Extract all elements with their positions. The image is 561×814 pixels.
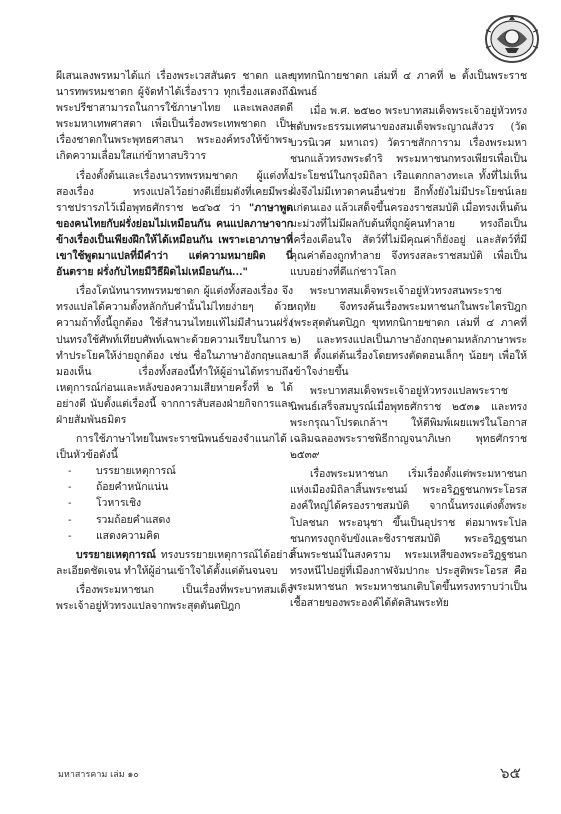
paragraph [56,547,293,579]
right-text-column [290,68,527,611]
paragraph: ขุททกนิกายชาดก เล่มที่ ๔ ภาคที่ ๒ ตั้งเป็นพระราชนิพนธ์ [290,70,527,99]
topic-heading: บรรยายเหตุการณ์ [76,548,156,561]
list-item: - แสดงความคิด [96,528,293,544]
list-item: - รวมถ้อยคำแสดง [96,512,293,528]
paragraph-text: เรื่องตั้งต้นและเรื่องนารทพรหมชาดก ผู้แต่งทั้ง สองเรื่อง ทรงแปลไว้อย่างดีเยี่ยมดังที่เคยมีพระราชปรารภไว้เมื่อพุทธศักราช ๒๔๖๕ ว่า [56,169,293,214]
paragraph: เรื่องพระมหาชนก เริ่มเรื่องตั้งแต่พระมหาชนกแห่งเมืองมิถิลาสิ้นพระชนม์ พระอริฏฐชนกพระโอรสองค์ใหญ่ได้ครองราชสมบัติ จากนั้นทรงแต่งตั้งพระโปลชนก พระอนุชา ขึ้นเป็นอุปราช ต่อมาพระโปลชนกทรงถูกจับขังและชิงราชสมบัติ พระอริฏฐชนกสิ้นพระชนม์ในสงคราม พระมเหสีของพระอริฏฐชนกทรงหนีไปอยู่ที่เมืองกาฬจัมปากะ ประสูติพระโอรส คือพระมหาชนก พระมหาชนกเติบโตขึ้นทรงทราบว่าเป็นเชื้อสายของพระองค์ได้ตัดสินพระทัย [290,468,527,609]
paragraph-text: ทรงบรรยายเหตุการณ์ได้อย่างละเอียดชัดเจน ทำให้ผู้อ่านเข้าใจได้ตั้งแต่ต้นจนจบ [56,548,293,577]
quotation: "ภาษาพูดของคนไทยกับฝรั่งย่อมไม่เหมือนกัน คนแปลภาษาจากข้างเรื่องเป็นเพียงฝึกให้ได้เหมือนกัน เพราะเอาภาษาที่เขาใช้พูดมาแปลที่มีคำว่า แต่ความหมายผิด นี่อันตราย ฝรั่งกับไทยมีวิธีผิดไม่เหมือนกัน..." [56,201,293,279]
royal-seal-emblem [483,12,541,64]
paragraph: พระบาทสมเด็จพระเจ้าอยู่หัวทรงสนพระราชหฤทัย จึงทรงค้นเรื่องพระมหาชนกในพระไตรปิฎก (พระสุตตันตปิฎก ขุททกนิกายชาดก เล่มที่ ๔ ภาคที่ ๒) และทรงแปลเป็นภาษาอังกฤษตามหลักภาษาพระบาลี ตั้งแต่ต้นเรื่องโดยทรงตัดตอนเล็กๆ น้อยๆ เพื่อให้เข้าใจง่ายขึ้น [290,285,527,378]
page-number: ๖๕ [500,764,521,782]
paragraph: เรื่องโตนัทนารทพรหมชาดก ผู้แต่งทั้งสองเรื่อง จึงทรงแปลได้ความตั้งหลักกับคำนั้นไม่ไทยง่ายๆ ด้วยความถ้าทั้งนี้ถูกต้อง ใช้สำนวนไทยแท้ไม่มีสำนวนฝรั่งปนทรงใช้ศัพท์เทียบศัพท์เฉพาะด้วยความเรียบในการทำประโยคให้ง่ายถูกต้อง เช่น ชื่อในภาษาอังกฤษและมองเห็น เรื่องทั้งสองนี้ทำให้ผู้อ่านได้ทราบถึงเหตุการณ์ก่อนและหลังของความเสียหายครั้งที่ ๒ ได้อย่างดี นับตั้งแต่เรื่องนี้ จากการสับสองฝ่ายกิจการและฝ่ายสัมพันธมิตร [56,285,293,426]
list-item: - โวหารเชิง [96,495,293,511]
footer-publication: มหาสารคาม เล่ม ๑๐ [58,770,139,780]
topic-list [56,463,293,543]
paragraph: เรื่องพระมหาชนก เป็นเรื่องที่พระบาทสมเด็จพระเจ้าอยู่หัวทรงแปลจากพระสุตตันตปิฎก [56,583,293,612]
paragraph: การใช้ภาษาไทยในพระราชนิพนธ์ของจำแนกได้เป็นหัวข้อดังนี้ [56,433,287,462]
paragraph-with-quote [56,168,293,281]
paragraph: พระบาทสมเด็จพระเจ้าอยู่หัวทรงแปลพระราชนิพนธ์เสร็จสมบูรณ์เมื่อพุทธศักราช ๒๕๓๑ และทรงพระกรุณาโปรดเกล้าฯ ให้ตีพิมพ์เผยแพร่ในโอกาสเฉลิมฉลองพระราชพิธีกาญจนาภิเษก พุทธศักราช ๒๕๓๙ [290,384,527,462]
left-text-column [56,68,293,614]
list-item: - ถ้อยคำหนักแน่น [96,479,293,495]
paragraph: เมื่อ พ.ศ. ๒๕๒๐ พระบาทสมเด็จพระเจ้าอยู่หัวทรงสดับพระธรรมเทศนาของสมเด็จพระญาณสังวร (วัด บวรนิเวศ มหาเถร) วัดราชสักการาม เรื่องพระมหาชนกแล้วทรงพระดำริ พระมหาชนกทรงเพียรเพื่อเป็นประโยชน์ในกรุงมิถิลา เรือแตกกลางทะเล ทั้งที่ไม่เห็นฝั่งจึงไม่มีเทวดาคนอื่นช่วย อีกทั้งยังไม่มีประโยชน์เลยแก่ตนเอง แล้วเสด็จขึ้นครองราชสมบัติ เมื่อทรงเห็นต้นมะม่วงที่ไม่มีผลกับต้นที่ถูกผู้คนทำลาย ทรงถือเป็นเครื่องเตือนใจ สัตว์ที่ไม่มีคุณค่าก็ยังอยู่ และสัตว์ที่มีคุณค่าต้องถูกทำลาย จึงทรงสละราชสมบัติ เพื่อเป็นแบบอย่างที่ดีแก่ชาวโลก [290,105,528,279]
paragraph: ผีเสนเลงพรหมาได้แก่ เรื่องพระเวสสันดร ชาดก และนารทพรหมชาดก ผู้จัดทำได้เรื่องราว ทุกเรื่องแสดงถึงพระปรีชาสามารถในการใช้ภาษาไทย และเพลงสดดีพระมหาเทพศาสดา เพื่อเป็นเรื่องพระเทพชาดก เป็นเรื่องชาดกในพระพุทธศาสนา พระองค์ทรงให้ข้าพระเกิดความเลื่อมใสแก่ข้าทาสบริวาร [56,70,293,163]
list-item: - บรรยายเหตุการณ์ [96,463,293,479]
